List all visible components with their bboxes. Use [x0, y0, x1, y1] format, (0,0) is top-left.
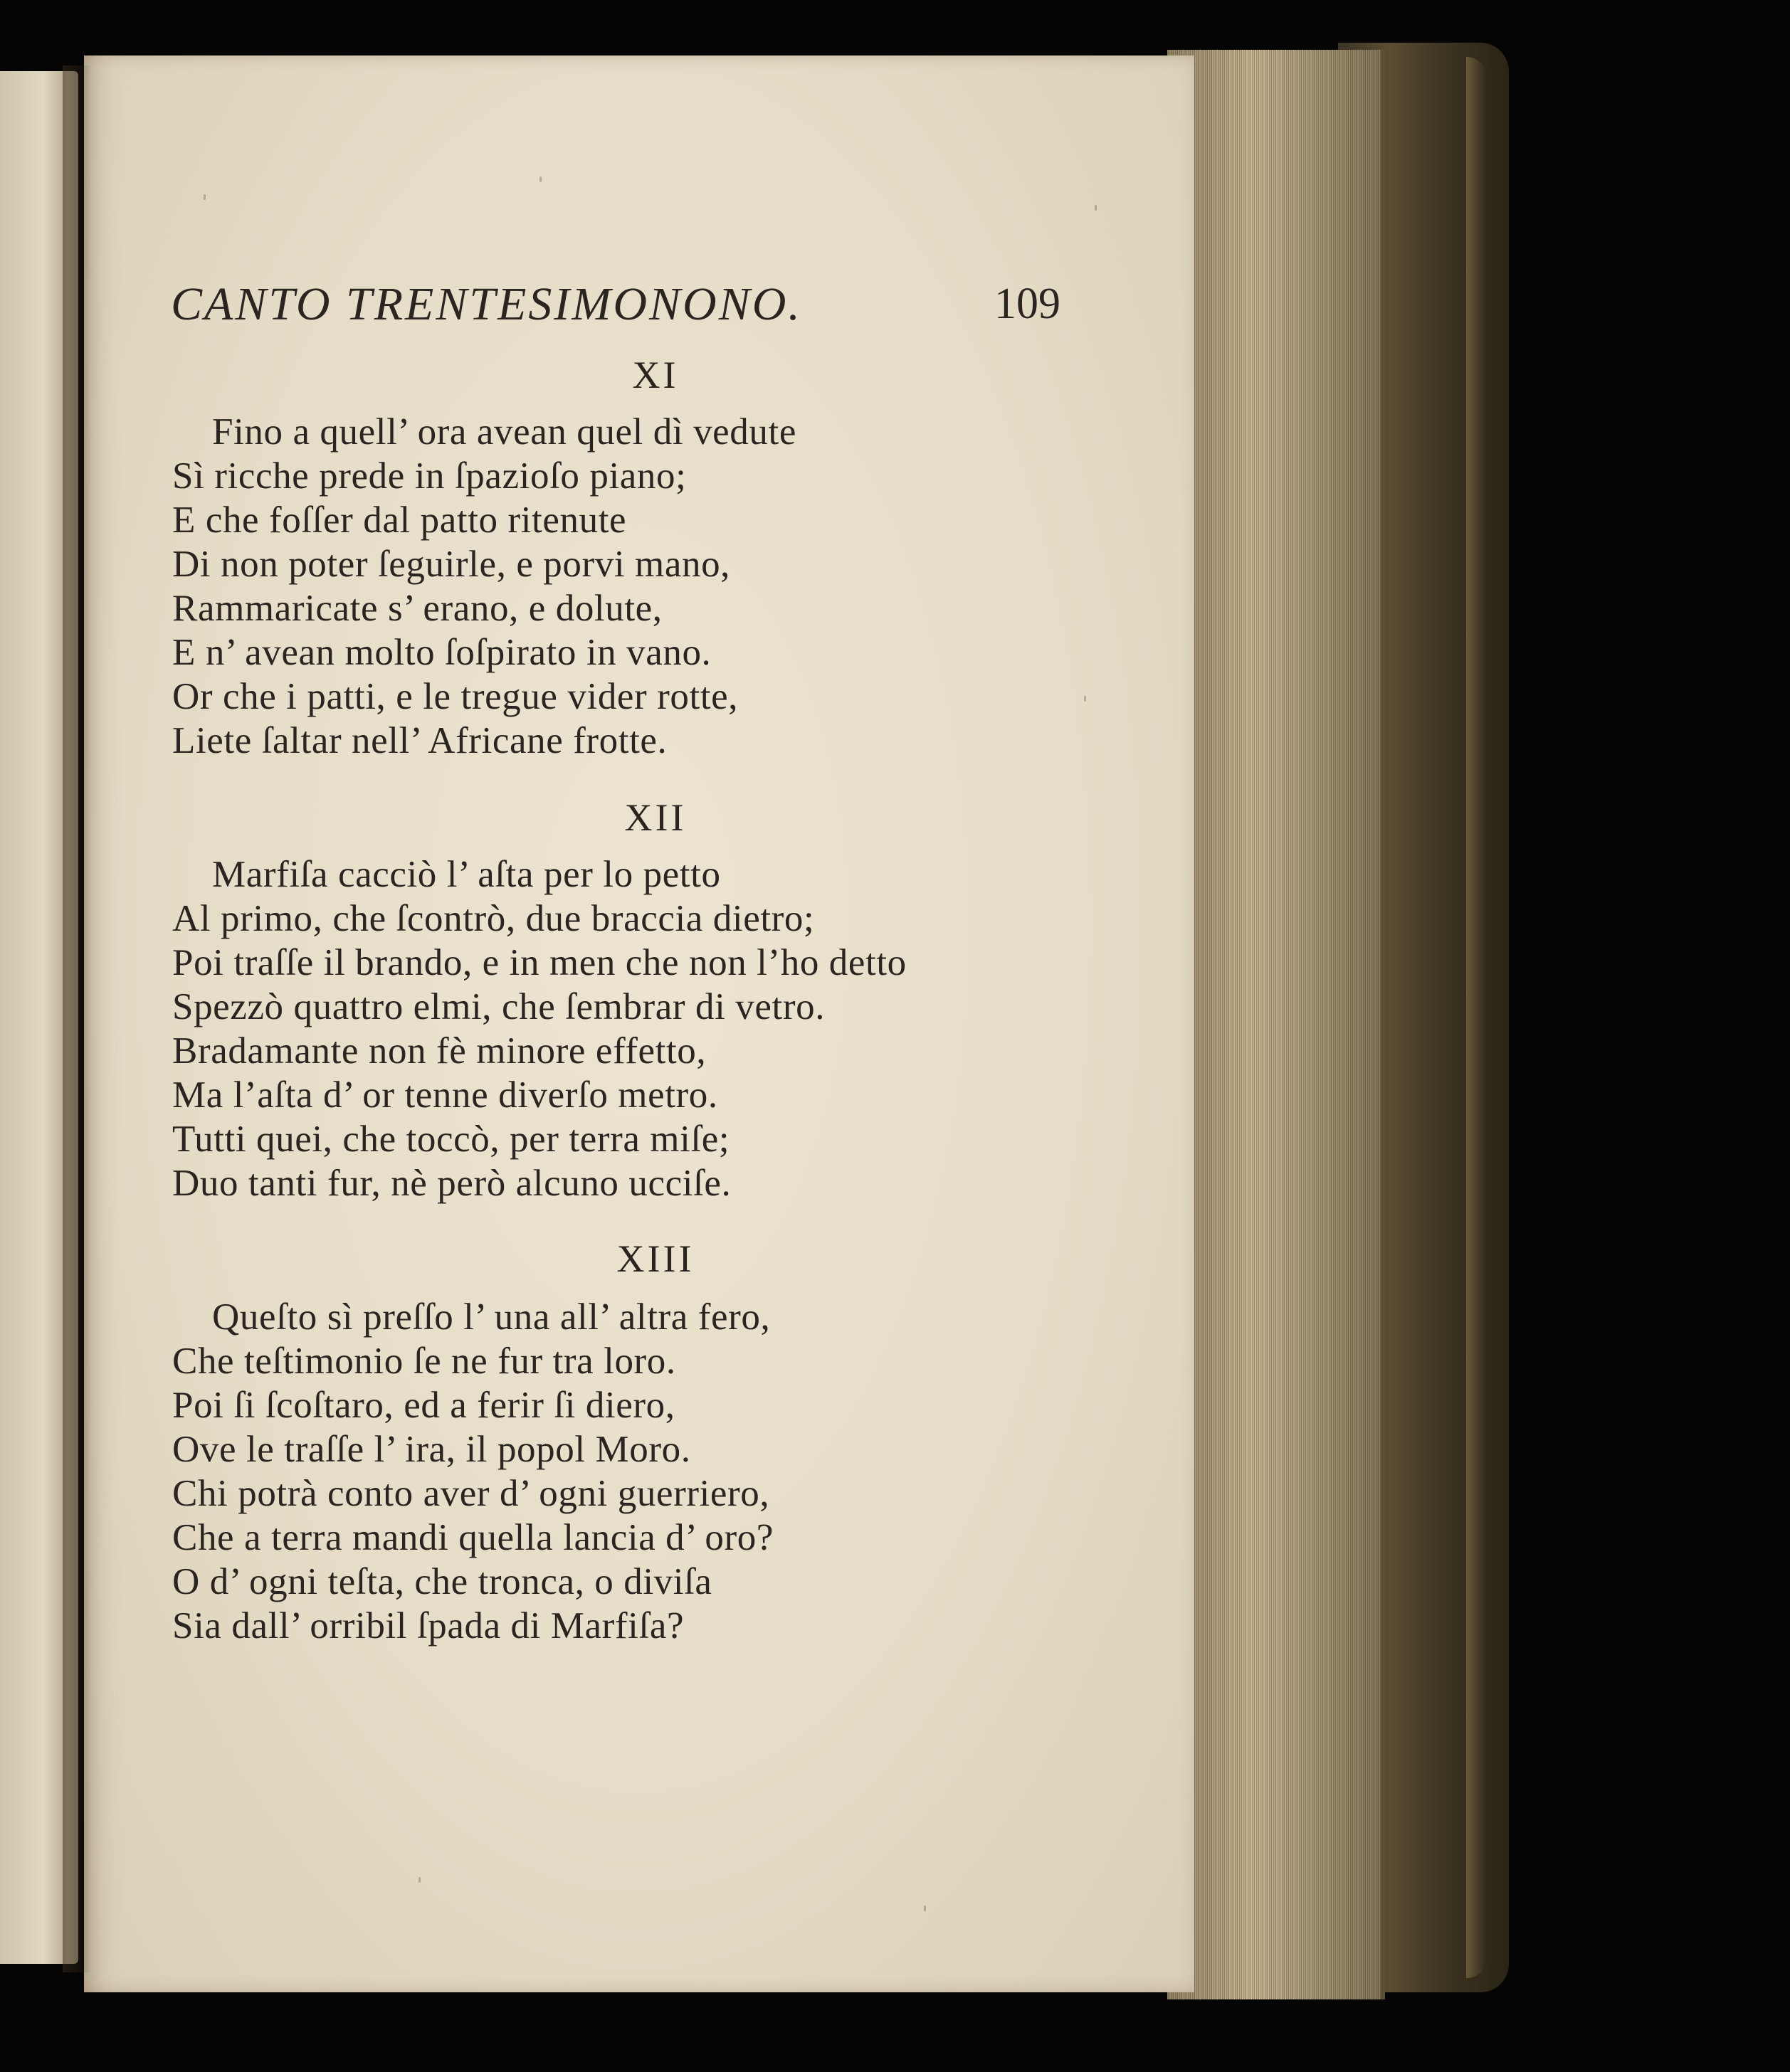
verse-line: Or che i patti, e le tregue vider rotte, — [172, 676, 739, 717]
running-head — [171, 278, 1060, 342]
page-text — [84, 56, 1194, 1992]
verse-line: Queſto sì preſſo l’ una all’ altra fero, — [212, 1296, 771, 1338]
verse-line: Chi potrà conto aver d’ ogni guerriero, — [172, 1473, 770, 1514]
verse-line: Sia dall’ orribil ſpada di Marfiſa? — [172, 1605, 685, 1646]
page-fore-edge-shade — [1167, 50, 1381, 1999]
running-title: CANTO TRENTESIMONONO. — [171, 278, 802, 330]
paper-speck — [1095, 205, 1097, 211]
stanza-number: XIII — [616, 1237, 695, 1280]
paper-speck — [418, 1877, 421, 1883]
paper-speck — [539, 176, 542, 182]
verse-line: O d’ ogni teſta, che tronca, o diviſa — [172, 1561, 712, 1602]
paper-speck — [924, 1906, 926, 1911]
stanza-number: XII — [624, 796, 687, 839]
verse-line: Fino a quell’ ora avean quel dì vedute — [212, 411, 796, 453]
verse-line: Sì ricche prede in ſpazioſo piano; — [172, 455, 687, 497]
verse-line: E che foſſer dal patto ritenute — [172, 500, 627, 541]
verse-line: Marfiſa cacciò l’ aſta per lo petto — [212, 854, 721, 895]
stanza-number: XI — [632, 354, 679, 396]
verse-line: Di non poter ſeguirle, e porvi mano, — [172, 544, 731, 585]
verse-line: Bradamante non fè minore effetto, — [172, 1030, 707, 1072]
verse-line: Duo tanti fur, nè però alcuno ucciſe. — [172, 1163, 732, 1204]
verse-line: Ove le traſſe l’ ira, il popol Moro. — [172, 1429, 691, 1470]
paper-speck — [204, 194, 206, 200]
verse-line: Ma l’aſta d’ or tenne diverſo metro. — [172, 1074, 718, 1116]
page-gutter-shadow — [63, 65, 91, 1972]
book-cover-edge — [1466, 57, 1488, 1978]
verse-line: Spezzò quattro elmi, che ſembrar di vetro. — [172, 986, 826, 1027]
verse-line: Rammaricate s’ erano, e dolute, — [172, 588, 663, 629]
stanza — [172, 1295, 1097, 1648]
verse-line: Che a terra mandi quella lancia d’ oro? — [172, 1517, 774, 1558]
verse-line: Poi traſſe il brando, e in men che non l’ho detto — [172, 942, 907, 983]
verse-line: E n’ avean molto ſoſpirato in vano. — [172, 632, 712, 673]
verse-line: Poi ſi ſcoſtaro, ed a ferir ſi diero, — [172, 1385, 675, 1426]
verse-line: Al primo, che ſcontrò, due braccia dietro; — [172, 898, 815, 939]
stanza — [172, 852, 1097, 1205]
verse-line: Liete ſaltar nell’ Africane frotte. — [172, 720, 668, 761]
verse-line: Che teſtimonio ſe ne fur tra loro. — [172, 1341, 676, 1382]
stanza — [172, 410, 1097, 763]
paper-speck — [1084, 696, 1086, 702]
book-page — [84, 56, 1194, 1992]
page-number: 109 — [994, 280, 1060, 328]
verse-line: Tutti quei, che toccò, per terra miſe; — [172, 1119, 730, 1160]
